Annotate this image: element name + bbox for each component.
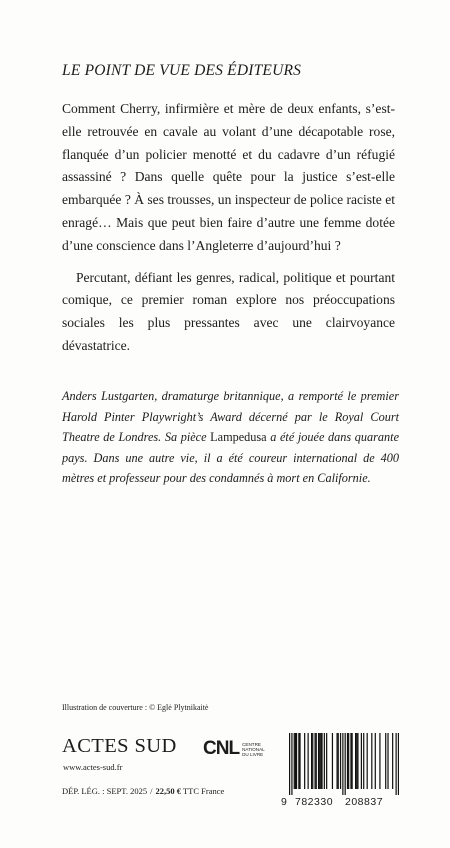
editors-view-heading: LE POINT DE VUE DES ÉDITEURS xyxy=(62,62,302,79)
cnl-subtitle xyxy=(242,742,282,757)
barcode-bar xyxy=(326,733,327,789)
barcode-bar xyxy=(379,733,380,789)
barcode-bar xyxy=(321,733,322,789)
barcode-bar xyxy=(396,733,397,795)
barcode-first-digit: 9 xyxy=(281,796,288,808)
legal-deposit: DÉP. LÉG. : SEPT. 2025 xyxy=(62,786,148,796)
book-blurb xyxy=(62,98,395,367)
barcode-bar xyxy=(348,733,349,789)
bio-text-1: Anders Lustgarten, dramaturge britannique, a remporté le premier Harold Pinter Playwright’s Award décerné par le Royal Court Theatre de Londres. Sa pièce xyxy=(62,389,399,445)
blurb-paragraph-1: Comment Cherry, infirmière et mère de deux enfants, s’est-elle retrouvée en cavale au volant d’une décapotable rose, flanquée d’un policier menotté et du cadavre d’un réfugié assassiné ? Dans quelle quête pour la justice s’est-elle embarquée ? À ses trousses, un inspecteur de police raciste et enragé… Mais que peut bien faire d’autre une femme dotée d’une conscience dans l’Angleterre d’aujourd’hui ? xyxy=(62,101,395,253)
barcode-bar xyxy=(324,733,325,789)
barcode-bar xyxy=(294,733,295,789)
publisher-logo: ACTES SUD xyxy=(62,735,177,757)
bio-text-2: a été jouée dans quarante pays. Dans une autre vie, il a été coureur international de 400 mètres et professeur pour des condamnés à mort en Californie. xyxy=(62,430,400,486)
cnl-line-1: CENTRE xyxy=(242,741,261,747)
barcode-bar xyxy=(338,733,339,789)
barcode-bar xyxy=(392,733,393,789)
cnl-line-2: NATIONAL xyxy=(242,746,265,752)
publisher-website: www.actes-sud.fr xyxy=(63,762,123,772)
barcode-bar xyxy=(375,733,376,789)
barcode-bar xyxy=(311,733,312,789)
barcode-bar xyxy=(356,733,357,789)
price: 22,50 € xyxy=(155,786,181,796)
barcode-bar xyxy=(340,733,341,789)
barcode-bar xyxy=(312,733,313,789)
barcode-bar xyxy=(308,733,309,789)
legal-separator: / xyxy=(150,786,153,796)
barcode-bar xyxy=(387,733,388,789)
barcode-bar xyxy=(314,733,315,789)
barcode-bar xyxy=(347,733,348,789)
barcode-bar xyxy=(289,733,290,795)
barcode-bar xyxy=(367,733,368,789)
barcode-bars xyxy=(289,733,399,797)
barcode-bar xyxy=(342,733,343,795)
barcode-bar xyxy=(298,733,299,789)
barcode-bar xyxy=(361,733,362,789)
cnl-line-3: DU LIVRE xyxy=(242,751,264,757)
barcode-bar xyxy=(357,733,358,789)
legal-deposit-line xyxy=(62,786,224,796)
blurb-paragraph-2: Percutant, défiant les genres, radical, politique et pourtant comique, ce premier roman explore nos préoccupations sociales les plus pressantes avec une clairvoyance dévastatrice. xyxy=(62,269,395,353)
barcode-group-1: 782330 xyxy=(295,796,334,808)
barcode-bar xyxy=(319,733,320,789)
barcode-bar xyxy=(385,733,386,789)
barcode-bar xyxy=(318,733,319,789)
barcode-bar xyxy=(296,733,297,789)
cnl-mark: CNL xyxy=(203,738,240,759)
cover-illustration-credit: Illustration de couverture : © Eglė Plytnikaitė xyxy=(62,703,209,712)
barcode-bar xyxy=(336,733,337,789)
author-bio xyxy=(62,386,399,489)
barcode-group-2: 208837 xyxy=(345,796,384,808)
barcode-bar xyxy=(355,733,356,789)
barcode-bar xyxy=(304,733,305,789)
barcode-bar xyxy=(398,733,399,795)
barcode-bar xyxy=(352,733,353,789)
isbn-barcode xyxy=(281,733,403,808)
barcode-bar xyxy=(350,733,351,789)
barcode-bar xyxy=(316,733,317,789)
barcode-bar xyxy=(332,733,333,789)
barcode-bar xyxy=(291,733,292,795)
bio-upright: Lampedusa xyxy=(210,430,267,445)
cnl-logo xyxy=(203,738,282,760)
price-suffix: TTC France xyxy=(182,786,225,796)
barcode-bar xyxy=(371,733,372,789)
barcode-bar xyxy=(320,733,321,789)
barcode-bar xyxy=(299,733,300,789)
barcode-bar xyxy=(295,733,296,789)
barcode-bar xyxy=(345,733,346,795)
barcode-bar xyxy=(363,733,364,789)
